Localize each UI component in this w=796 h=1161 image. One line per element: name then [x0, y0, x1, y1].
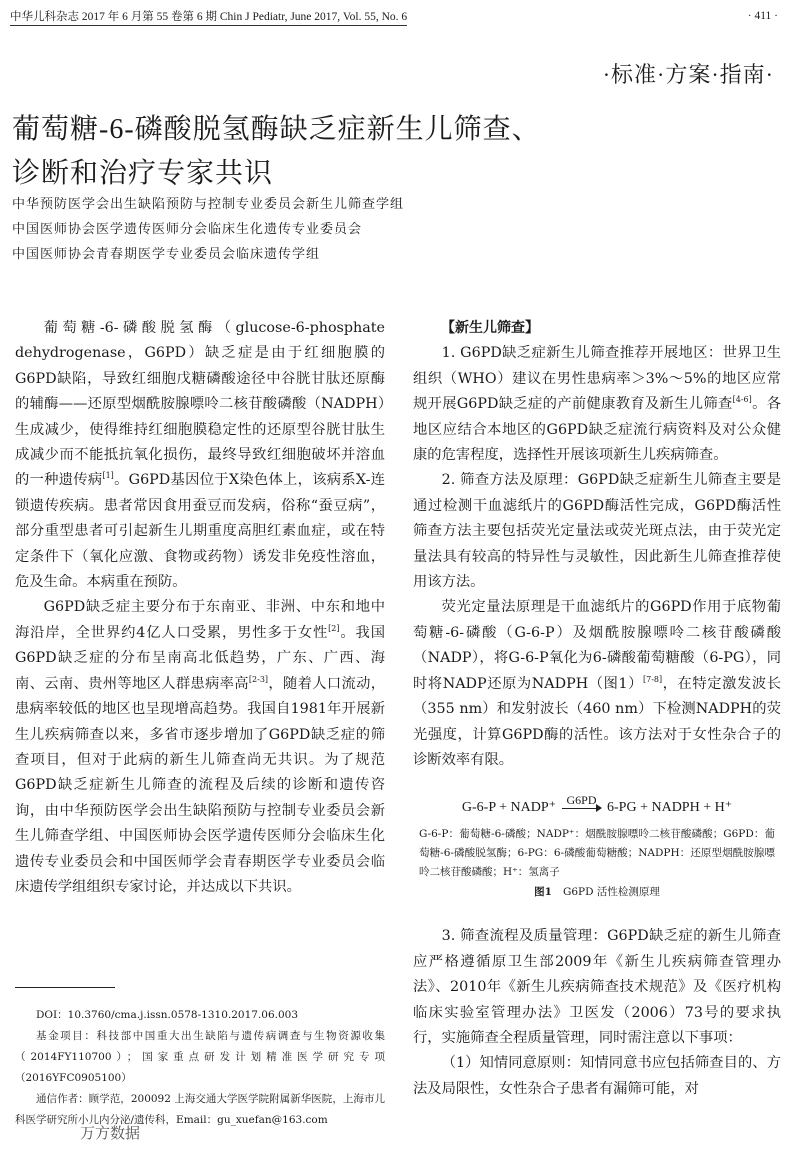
text: 。各地区应结合本地区的G6PD缺乏症流行病资料及对公众健康的危害程度，选择性开展该项新生儿疾病筛查。: [413, 396, 781, 464]
text: 荧光定量法原理是干血滤纸片的G6PD作用于底物葡萄糖-6-磷酸（G-6-P）及烟酰胺腺嘌呤二核苷酸磷酸（NADP），将G-6-P氧化为6-磷酸葡萄糖酸（6-PG），同时将NADP还原为NADPH（图1）: [413, 599, 781, 692]
figure-legend: G-6-P：葡萄糖-6-磷酸；NADP⁺：烟酰胺腺嘌呤二核苷酸磷酸；G6PD：葡萄糖-6-磷酸脱氢酶；6-PG：6-磷酸葡萄糖酸；NADPH：还原型烟酰胺腺嘌呤二核苷酸磷酸；H⁺：氢离子: [419, 828, 775, 879]
column-tag: ·标准·方案·指南·: [602, 62, 774, 87]
figure-caption: [413, 882, 781, 902]
intro-paragraph-2: [15, 595, 385, 900]
citation[interactable]: [2-3]: [248, 674, 269, 684]
text: 1. G6PD缺乏症新生儿筛查推荐开展地区：世界卫生组织（WHO）建议在男性患病率＞3%～5%的地区应常规开展G6PD缺乏症的产前健康教育及新生儿筛查: [413, 345, 781, 413]
author-group: 中华预防医学会出生缺陷预防与控制专业委员会新生儿筛查学组: [12, 197, 405, 212]
author-groups: [12, 192, 404, 267]
screening-paragraph-3: [413, 595, 781, 773]
section-heading: 【新生儿筛查】: [441, 320, 539, 336]
intro-paragraph-1: [15, 316, 385, 595]
screening-paragraph-5: （1）知情同意原则：知情同意书应包括筛查目的、方法及局限性，女性杂合子患者有漏筛可能，对: [413, 1055, 781, 1097]
author-group: 中国医师协会医学遗传医师分会临床生化遗传专业委员会: [12, 222, 363, 237]
left-column: [15, 316, 385, 900]
citation[interactable]: [4-6]: [732, 395, 752, 405]
doi: DOI：10.3760/cma.j.issn.0578-1310.2017.06.003: [36, 1009, 299, 1021]
screening-paragraph-2: 2. 筛查方法及原理：G6PD缺乏症新生儿筛查主要是通过检测干血滤纸片的G6PD酶活性完成，G6PD酶活性筛查方法主要包括荧光定量法或荧光斑点法，由于荧光定量法具有较高的特异性与灵敏性，因此新生儿筛查推荐使用该方法。: [413, 472, 781, 591]
reaction-arrow-icon: [562, 795, 602, 813]
text: G6PD缺乏症主要分布于东南亚、非洲、中东和地中海沿岸，全世界约4亿人口受累，男性多于女性: [15, 599, 385, 641]
reaction-equation: [413, 795, 781, 819]
text: 葡萄糖-6-磷酸脱氢酶（glucose-6-phosphate dehydrogenase，G6PD）缺乏症是由于红细胞膜的G6PD缺陷，导致红细胞戊糖磷酸途径中谷胱甘肽还原酶的辅酶——还原型烟酰胺腺嘌呤二核苷酸磷酸（NADPH）生成减少，使得维持红细胞膜稳定性的还原型谷胱甘肽生成减少而不能抵抗氧化损伤，最终导致红细胞破坏并溶血的一种遗传病: [15, 320, 385, 489]
citation[interactable]: [7-8]: [642, 674, 663, 684]
funding-note: 基金项目：科技部中国重大出生缺陷与遗传病调查与生物资源收集（2014FY110700）；国家重点研发计划精准医学研究专项（2016YFC0905100）: [15, 1030, 385, 1084]
reactants: G-6-P + NADP⁺: [461, 800, 557, 816]
title-line-2: 诊断和治疗专家共识: [12, 158, 274, 189]
running-header: 中华儿科杂志 2017 年 6 月第 55 卷第 6 期 Chin J Pediatr, June 2017, Vol. 55, No. 6: [10, 10, 407, 26]
enzyme-label: G6PD: [566, 793, 597, 808]
text: 。我国G6PD缺乏症的分布呈南高北低趋势，广东、广西、海南、云南、贵州等地区人群患病率高: [15, 624, 385, 692]
text: 。G6PD基因位于X染色体上，该病系X-连锁遗传疾病。患者常因食用蚕豆而发病，俗称“蚕豆病”，部分重型患者可引起新生儿期重度高胆红素血症，或在特定条件下（氧化应激、食物或药物）诱发非免疫性溶血，危及生命。本病重在预防。: [15, 472, 386, 591]
screening-paragraph-1: [413, 341, 781, 468]
products: 6-PG + NADPH + H⁺: [607, 800, 733, 816]
correspondence-note: 通信作者：顾学范，200092 上海交通大学医学院附属新华医院，上海市儿科医学研究所小儿内分泌/遗传科，Email：gu_xuefan@163.com: [15, 1093, 385, 1126]
text: ，随着人口流动，患病率较低的地区也呈现增高趋势。我国自1981年开展新生儿疾病筛查以来，多省市逐步增加了G6PD缺乏症的筛查项目，但对于此病的新生儿筛查尚无共识。为了规范G6PD缺乏症新生儿筛查的流程及后续的诊断和遗传咨询，由中华预防医学会出生缺陷预防与控制专业委员会新生儿筛查学组、中国医师协会医学遗传医师分会临床生化遗传专业委员会和中国医师学会青春期医学专业委员会临床遗传学组组织专家讨论，并达成以下共识。: [15, 675, 386, 895]
title-line-1: 葡萄糖-6-磷酸脱氢酶缺乏症新生儿筛查、: [12, 114, 541, 145]
page-number: · 411 ·: [747, 10, 778, 22]
watermark: 万方数据: [80, 1124, 141, 1142]
figure-1: [413, 795, 781, 902]
right-column: [413, 316, 781, 1102]
caption-text: G6PD 活性检测原理: [562, 886, 660, 899]
citation[interactable]: [2]: [328, 623, 340, 633]
author-group: 中国医师协会青春期医学专业委员会临床遗传学组: [12, 247, 321, 262]
screening-paragraph-4: 3. 筛查流程及质量管理：G6PD缺乏症的新生儿筛查应严格遵循原卫生部2009年《新生儿疾病筛查管理办法》、2010年《新生儿疾病筛查技术规范》及《医疗机构临床实验室管理办法》卫医发（2006）73号的要求执行，实施筛查全程质量管理，同时需注意以下事项：: [413, 928, 781, 1046]
article-title: [12, 108, 732, 196]
footnotes: [15, 1005, 385, 1131]
caption-label: 图1: [534, 886, 552, 899]
text: ，在特定激发波长（355 nm）和发射波长（460 nm）下检测NADPH的荧光强度，计算G6PD酶的活性。该方法对于女性杂合子的诊断效率有限。: [413, 675, 781, 768]
footnote-divider: [15, 987, 115, 988]
citation[interactable]: [1]: [102, 471, 114, 481]
